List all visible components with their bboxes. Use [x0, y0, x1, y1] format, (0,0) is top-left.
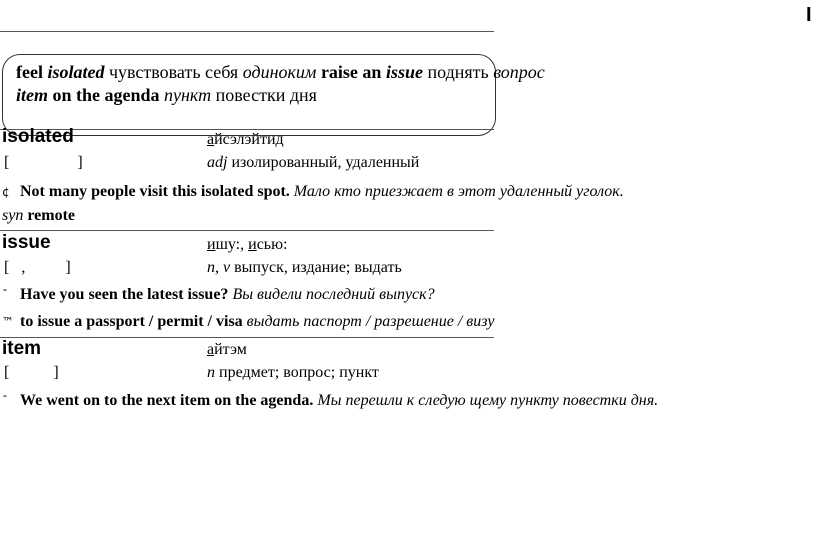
pronunciation: ишу:, исью:	[207, 236, 288, 253]
phrase-example: ™ to issue a passport / permit / visa выдать паспорт / разрешение / визу	[2, 313, 495, 330]
example-bullet-icon: ˉ	[2, 394, 8, 408]
phrase-translation: поднять	[427, 62, 489, 82]
definition: adj изолированный, удаленный	[207, 154, 420, 171]
definition: n предмет; вопрос; пункт	[207, 364, 379, 381]
transcription-brackets: [ ]	[4, 154, 83, 171]
example: ˉ We went on to the next item on the agenda. Мы перешли к следую щему пункту повестки дня.	[2, 392, 659, 409]
example-bullet-icon: ¢	[2, 185, 10, 199]
phrase-translation: пункт	[164, 85, 212, 105]
entry-rule	[0, 337, 494, 338]
phrase-word: on the agenda	[52, 85, 160, 105]
phrase-translation: чувствовать себя	[108, 62, 239, 82]
pronunciation: айсэлэйтид	[207, 131, 284, 148]
definition: n, v выпуск, издание; выдать	[207, 259, 402, 276]
phrase-word: issue	[385, 62, 423, 82]
corner-mark: I	[806, 4, 812, 26]
example: ¢ Not many people visit this isolated spot. Мало кто приезжает в этот удаленный уголок.	[2, 183, 624, 200]
entry-rule	[0, 230, 494, 231]
transcription-brackets: [ , ]	[4, 259, 71, 276]
phrase-word: item	[16, 85, 48, 105]
example: ˉ Have you seen the latest issue? Вы видели последний выпуск?	[2, 286, 435, 303]
top-rule	[0, 31, 494, 32]
headword: issue	[2, 232, 51, 253]
example-bullet-icon: ˉ	[2, 288, 8, 302]
transcription-brackets: [ ]	[4, 364, 59, 381]
entry-rule	[0, 129, 494, 130]
phrase-word: feel	[16, 62, 43, 82]
phrase-translation: повестки дня	[215, 85, 317, 105]
phrase-word: isolated	[47, 62, 105, 82]
phrase-translation: одиноким	[242, 62, 317, 82]
headword: item	[2, 338, 42, 359]
phrase-bullet-icon: ™	[2, 315, 14, 329]
synonym: syn remote	[2, 207, 75, 224]
phrase-box-line-1	[16, 62, 545, 83]
phrase-word: raise an	[320, 62, 382, 82]
pronunciation: айтэм	[207, 341, 247, 358]
phrase-box-line-2	[16, 85, 317, 106]
phrase-translation: вопрос	[493, 62, 545, 82]
headword: isolated	[2, 126, 74, 147]
